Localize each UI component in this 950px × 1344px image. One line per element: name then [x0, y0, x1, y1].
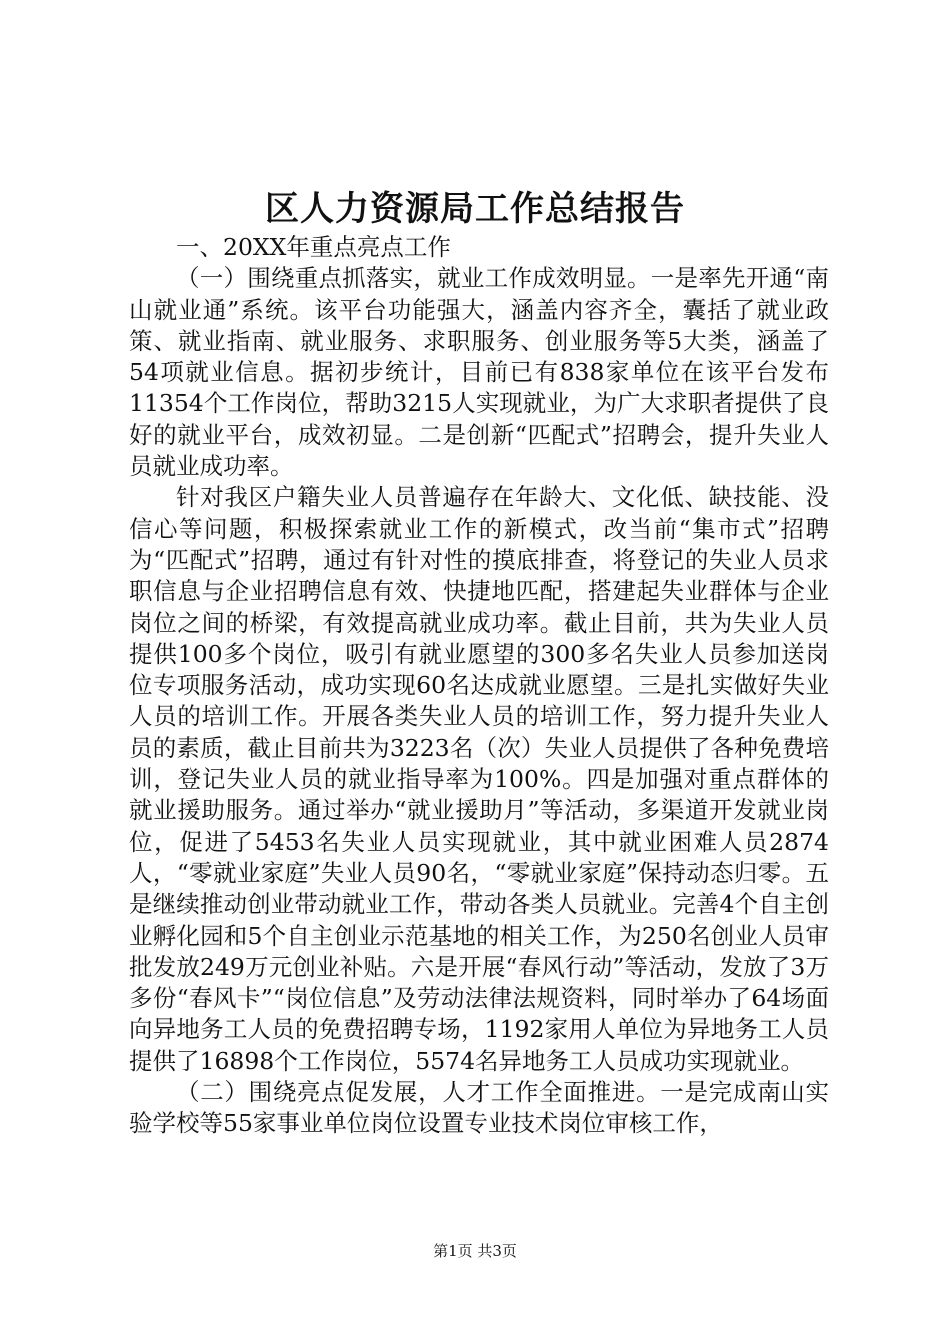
body-paragraph: 针对我区户籍失业人员普遍存在年龄大、文化低、缺技能、没信心等问题，积极探索就业工作的新模式，改当前“集市式”招聘为“匹配式”招聘，通过有针对性的摸底排查，将登记的失业人员求职信息与企业招聘信息有效、快捷地匹配，搭建起失业群体与企业岗位之间的桥梁，有效提高就业成功率。截止目前，共为失业人员提供100多个岗位，吸引有就业愿望的300多名失业人员参加送岗位专项服务活动，成功实现60名达成就业愿望。三是扎实做好失业人员的培训工作。开展各类失业人员的培训工作，努力提升失业人员的素质，截止目前共为3223名（次）失业人员提供了各种免费培训，登记失业人员的就业指导率为100%。四是加强对重点群体的就业援助服务。通过举办“就业援助月”等活动，多渠道开发就业岗位，促进了5453名失业人员实现就业，其中就业困难人员2874人，“零就业家庭”失业人员90名，“零就业家庭”保持动态归零。五是继续推动创业带动就业工作，带动各类人员就业。完善4个自主创业孵化园和5个自主创业示范基地的相关工作，为250名创业人员审批发放249万元创业补贴。六是开展“春风行动”等活动，发放了3万多份“春风卡”“岗位信息”及劳动法律法规资料，同时举办了64场面向异地务工人员的免费招聘专场，1192家用人单位为异地务工人员提供了16898个工作岗位，5574名异地务工人员成功实现就业。 [129, 483, 829, 1075]
document-title: 区人力资源局工作总结报告 [265, 189, 685, 229]
page-number-footer: 第1页 共3页 [433, 1242, 517, 1260]
section-heading: 一、20XX年重点亮点工作 [176, 233, 451, 261]
body-paragraph: （二）围绕亮点促发展，人才工作全面推进。一是完成南山实验学校等55家事业单位岗位设置专业技术岗位审核工作， [129, 1078, 829, 1138]
body-paragraph: （一）围绕重点抓落实，就业工作成效明显。一是率先开通“南山就业通”系统。该平台功能强大，涵盖内容齐全，囊括了就业政策、就业指南、就业服务、求职服务、创业服务等5大类，涵盖了54项就业信息。据初步统计，目前已有838家单位在该平台发布11354个工作岗位，帮助3215人实现就业，为广大求职者提供了良好的就业平台，成效初显。二是创新“匹配式”招聘会，提升失业人员就业成功率。 [129, 264, 829, 481]
document-body [129, 232, 829, 1140]
